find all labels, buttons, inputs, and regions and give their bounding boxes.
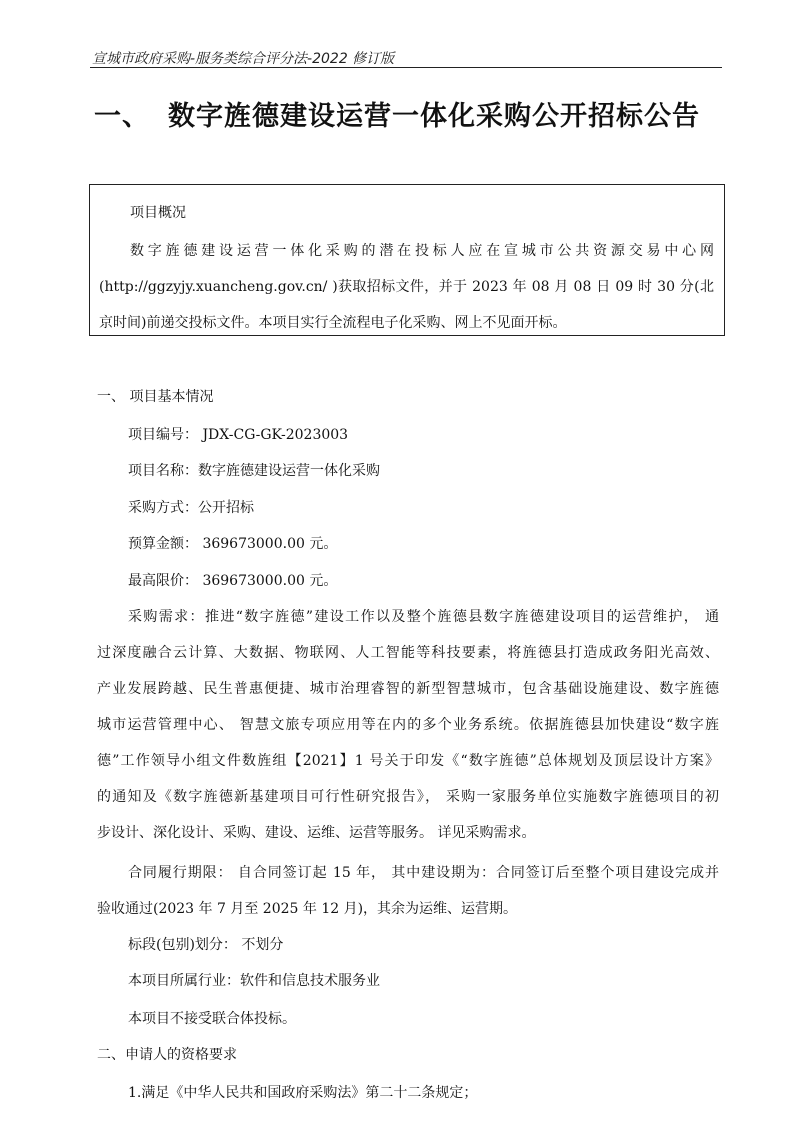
section1-heading: 一、 项目基本情况	[97, 389, 214, 405]
running-header: 宣城市政府采购-服务类综合评分法-2022 修订版	[92, 51, 395, 67]
industry: 本项目所属行业：软件和信息技术服务业	[128, 973, 380, 989]
project-name: 项目名称：数字旌德建设运营一体化采购	[128, 463, 380, 479]
section2-heading: 二、申请人的资格要求	[97, 1047, 237, 1063]
requirement-line: 产业发展跨越、民生普惠便捷、城市治理睿智的新型智慧城市，包含基础设施建设、数字旌德	[97, 681, 719, 697]
qualification-item-1: 1.满足《中华人民共和国政府采购法》第二十二条规定；	[128, 1085, 478, 1101]
budget-amount: 预算金额： 369673000.00 元。	[128, 536, 338, 552]
overview-heading: 项目概况	[130, 205, 186, 221]
requirement-line: 采购需求：推进“数字旌德”建设工作以及整个旌德县数字旌德建设项目的运营维护， 通	[128, 609, 719, 625]
requirement-line: 德”工作领导小组文件数旌组【2021】1 号关于印发《“数字旌德”总体规划及顶层设计方案》	[97, 753, 719, 769]
title-text: 数字旌德建设运营一体化采购公开招标公告	[168, 101, 700, 132]
requirement-line: 的通知及《数字旌德新基建项目可行性研究报告》， 采购一家服务单位实施数字旌德项目的初	[97, 789, 719, 805]
requirement-line: 过深度融合云计算、大数据、物联网、人工智能等科技要素，将旌德县打造成政务阳光高效、	[97, 645, 719, 661]
maximum-price: 最高限价： 369673000.00 元。	[128, 573, 338, 589]
procurement-method: 采购方式：公开招标	[128, 500, 254, 516]
lot-division: 标段(包别)划分： 不划分	[128, 937, 284, 953]
requirement-line: 城市运营管理中心、 智慧文旅专项应用等在内的多个业务系统。依据旌德县加快建设“数字旌	[97, 717, 719, 733]
overview-line: 数字旌德建设运营一体化采购的潜在投标人应在宣城市公共资源交易中心网	[130, 243, 714, 259]
contract-period-line: 验收通过(2023 年 7 月至 2025 年 12 月)，其余为运维、运营期。	[97, 901, 518, 917]
requirement-line: 步设计、深化设计、采购、建设、运维、运营等服务。 详见采购需求。	[97, 825, 536, 841]
project-number: 项目编号： JDX-CG-GK-2023003	[128, 427, 349, 443]
consortium-note: 本项目不接受联合体投标。	[128, 1011, 296, 1027]
overview-line: 京时间)前递交投标文件。本项目实行全流程电子化采购、网上不见面开标。	[99, 315, 567, 331]
contract-period-line: 合同履行期限： 自合同签订起 15 年， 其中建设期为：合同签订后至整个项目建设完成并	[128, 865, 719, 881]
title-number: 一、	[94, 101, 150, 132]
overview-line: (http://ggzyjy.xuancheng.gov.cn/ )获取招标文件，并于 2023 年 08 月 08 日 09 时 30 分(北	[99, 279, 714, 295]
document-title	[94, 94, 700, 133]
header-rule	[90, 67, 722, 68]
overview-box	[89, 184, 725, 336]
